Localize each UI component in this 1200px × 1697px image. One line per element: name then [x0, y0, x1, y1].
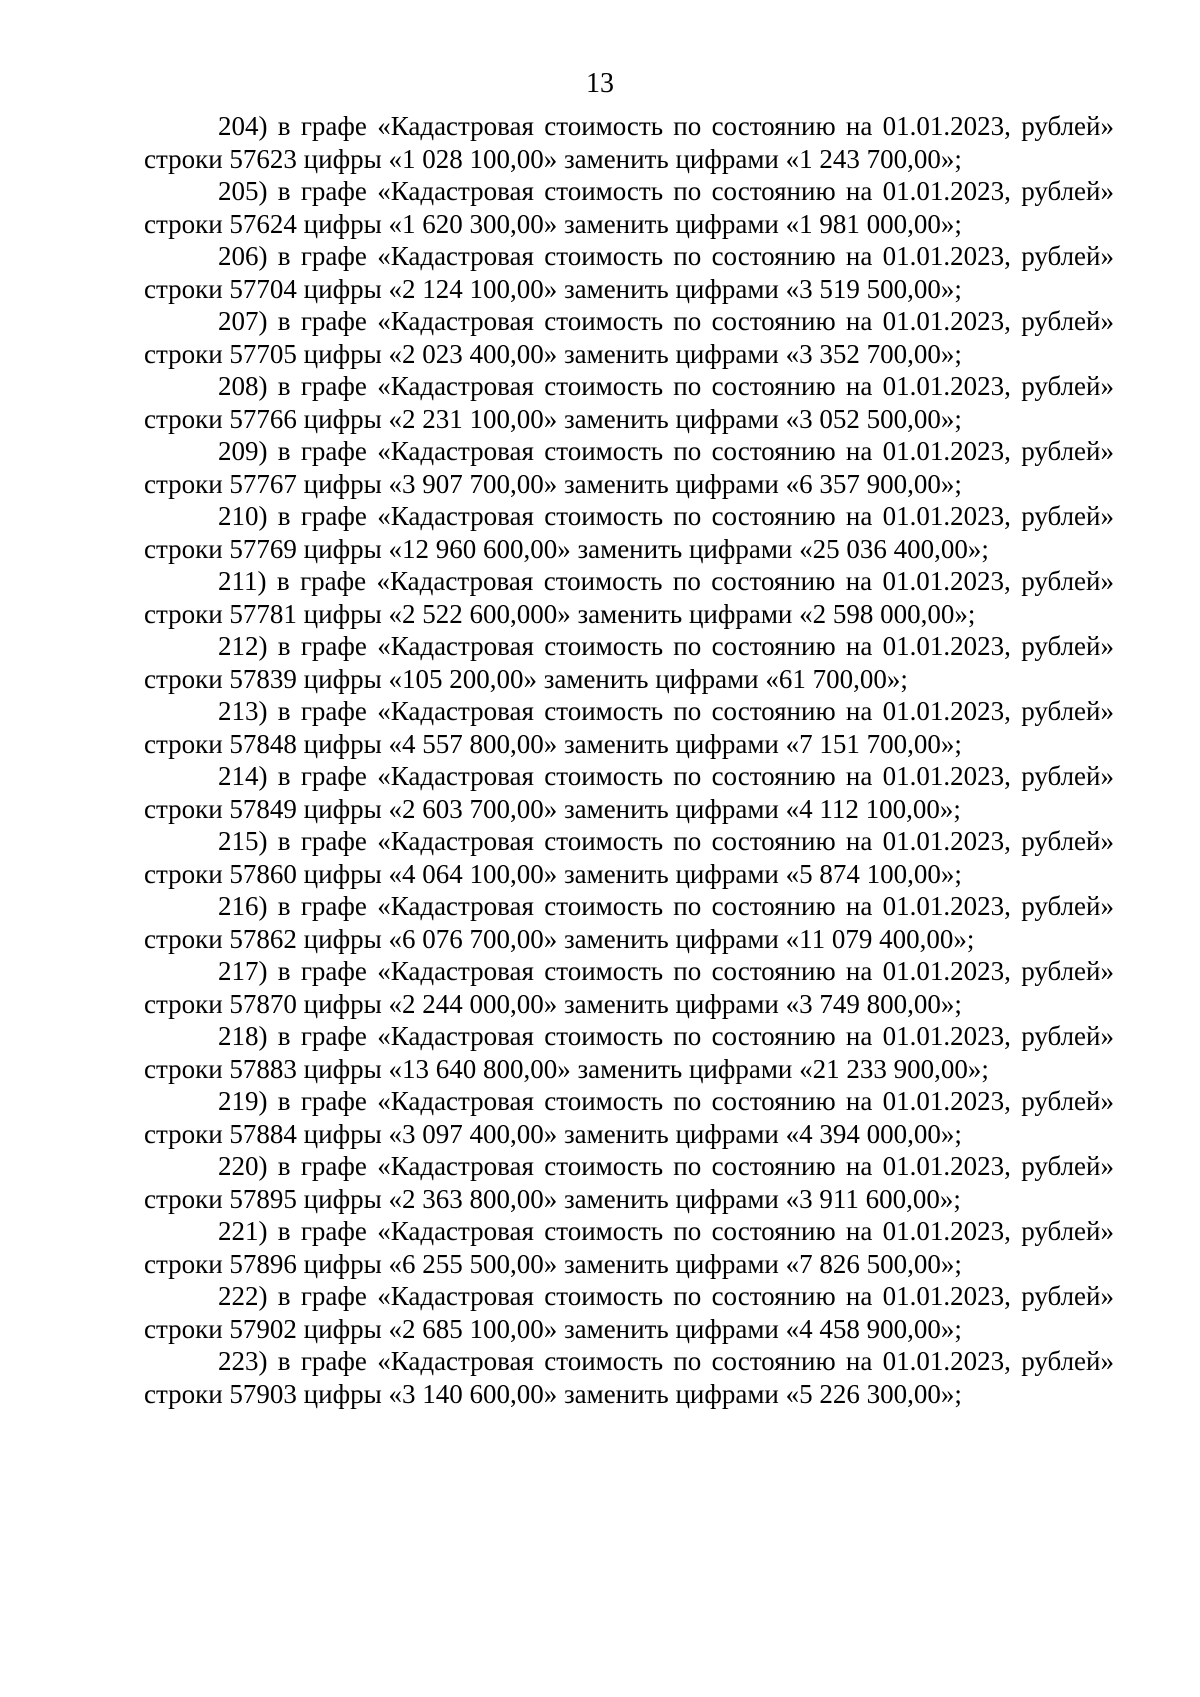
amendment-item: 215) в графе «Кадастровая стоимость по состоянию на 01.01.2023, рублей» строки 57860 цифры «4 064 100,00» заменить цифрами «5 874 100,00»;: [144, 826, 1114, 889]
amendment-item: 204) в графе «Кадастровая стоимость по состоянию на 01.01.2023, рублей» строки 57623 цифры «1 028 100,00» заменить цифрами «1 243 700,00»;: [144, 111, 1114, 174]
amendment-item: 219) в графе «Кадастровая стоимость по состоянию на 01.01.2023, рублей» строки 57884 цифры «3 097 400,00» заменить цифрами «4 394 000,00»;: [144, 1086, 1114, 1149]
page-number: 13: [586, 68, 614, 99]
amendment-item: 214) в графе «Кадастровая стоимость по состоянию на 01.01.2023, рублей» строки 57849 цифры «2 603 700,00» заменить цифрами «4 112 100,00»;: [144, 761, 1114, 824]
amendment-item: 206) в графе «Кадастровая стоимость по состоянию на 01.01.2023, рублей» строки 57704 цифры «2 124 100,00» заменить цифрами «3 519 500,00»;: [144, 241, 1114, 304]
amendment-item: 220) в графе «Кадастровая стоимость по состоянию на 01.01.2023, рублей» строки 57895 цифры «2 363 800,00» заменить цифрами «3 911 600,00»;: [144, 1151, 1114, 1214]
amendment-item: 211) в графе «Кадастровая стоимость по состоянию на 01.01.2023, рублей» строки 57781 цифры «2 522 600,000» заменить цифрами «2 598 000,00»;: [144, 566, 1114, 629]
amendment-item: 212) в графе «Кадастровая стоимость по состоянию на 01.01.2023, рублей» строки 57839 цифры «105 200,00» заменить цифрами «61 700,00»;: [144, 631, 1114, 694]
amendment-list: [144, 110, 1114, 1410]
amendment-item: 223) в графе «Кадастровая стоимость по состоянию на 01.01.2023, рублей» строки 57903 цифры «3 140 600,00» заменить цифрами «5 226 300,00»;: [144, 1346, 1114, 1409]
amendment-item: 213) в графе «Кадастровая стоимость по состоянию на 01.01.2023, рублей» строки 57848 цифры «4 557 800,00» заменить цифрами «7 151 700,00»;: [144, 696, 1114, 759]
amendment-item: 216) в графе «Кадастровая стоимость по состоянию на 01.01.2023, рублей» строки 57862 цифры «6 076 700,00» заменить цифрами «11 079 400,00»;: [144, 891, 1114, 954]
amendment-item: 209) в графе «Кадастровая стоимость по состоянию на 01.01.2023, рублей» строки 57767 цифры «3 907 700,00» заменить цифрами «6 357 900,00»;: [144, 436, 1114, 499]
amendment-item: 205) в графе «Кадастровая стоимость по состоянию на 01.01.2023, рублей» строки 57624 цифры «1 620 300,00» заменить цифрами «1 981 000,00»;: [144, 176, 1114, 239]
amendment-item: 222) в графе «Кадастровая стоимость по состоянию на 01.01.2023, рублей» строки 57902 цифры «2 685 100,00» заменить цифрами «4 458 900,00»;: [144, 1281, 1114, 1344]
amendment-item: 221) в графе «Кадастровая стоимость по состоянию на 01.01.2023, рублей» строки 57896 цифры «6 255 500,00» заменить цифрами «7 826 500,00»;: [144, 1216, 1114, 1279]
amendment-item: 218) в графе «Кадастровая стоимость по состоянию на 01.01.2023, рублей» строки 57883 цифры «13 640 800,00» заменить цифрами «21 233 900,00»;: [144, 1021, 1114, 1084]
amendment-item: 210) в графе «Кадастровая стоимость по состоянию на 01.01.2023, рублей» строки 57769 цифры «12 960 600,00» заменить цифрами «25 036 400,00»;: [144, 501, 1114, 564]
amendment-item: 217) в графе «Кадастровая стоимость по состоянию на 01.01.2023, рублей» строки 57870 цифры «2 244 000,00» заменить цифрами «3 749 800,00»;: [144, 956, 1114, 1019]
amendment-item: 208) в графе «Кадастровая стоимость по состоянию на 01.01.2023, рублей» строки 57766 цифры «2 231 100,00» заменить цифрами «3 052 500,00»;: [144, 371, 1114, 434]
amendment-item: 207) в графе «Кадастровая стоимость по состоянию на 01.01.2023, рублей» строки 57705 цифры «2 023 400,00» заменить цифрами «3 352 700,00»;: [144, 306, 1114, 369]
